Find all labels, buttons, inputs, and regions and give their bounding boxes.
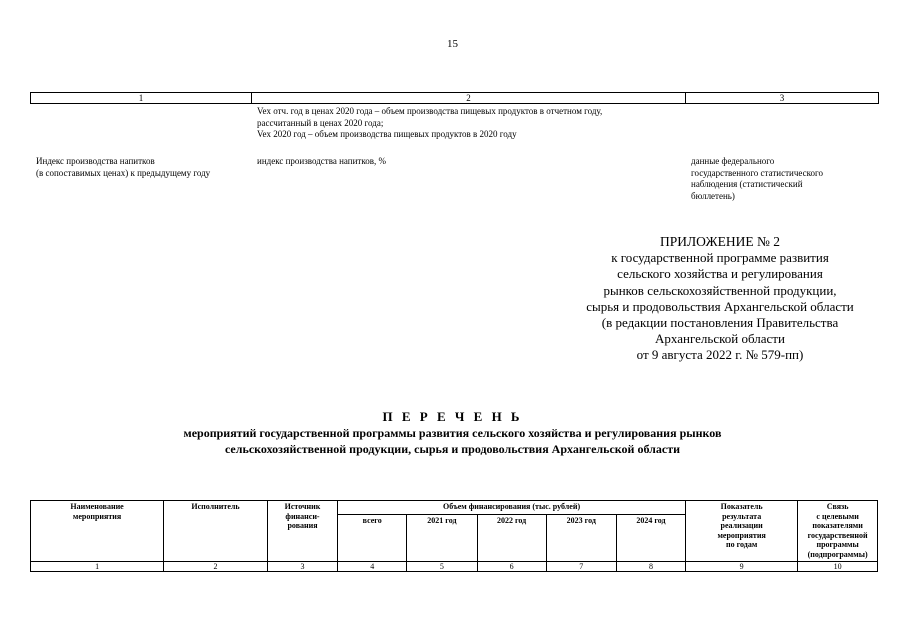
appendix-title: ПРИЛОЖЕНИЕ № 2 [659, 234, 781, 249]
column-number: 4 [338, 562, 407, 572]
header-funding-source [267, 501, 337, 562]
column-number: 8 [616, 562, 685, 572]
appendix-line: сельского хозяйства и регулирования [617, 266, 823, 282]
header-executor [164, 501, 268, 562]
heading-subtitle-line: сельскохозяйственной продукции, сырья и продовольствия Архангельской области [224, 442, 681, 456]
header-line: по годам [725, 540, 758, 549]
indicator-name [36, 156, 251, 179]
column-number: 1 [31, 562, 164, 572]
column-number-3: 3 [686, 93, 879, 104]
header-year-2022: 2022 год [477, 515, 546, 562]
header-result-indicator [686, 501, 798, 562]
formula-line: рассчитанный в ценах 2020 года; [257, 117, 384, 128]
indicator-name-line: Индекс производства напитков [36, 156, 155, 166]
column-number: 2 [164, 562, 268, 572]
header-line: с целевыми [816, 511, 859, 521]
header-line: государственной [807, 530, 868, 540]
column-number: 5 [407, 562, 477, 572]
header-line: финанси- [285, 511, 320, 521]
column-number: 7 [546, 562, 616, 572]
header-line: мероприятия [72, 511, 122, 521]
indicator-name-line: (в сопоставимых ценах) к предыдущему году [36, 167, 211, 178]
column-number: 3 [267, 562, 337, 572]
header-funding-volume: Объем финансирования (тыс. рублей) [338, 501, 686, 515]
document-heading [40, 408, 865, 457]
header-total: всего [338, 515, 407, 562]
header-line: Показатель [720, 502, 763, 511]
column-number-2: 2 [252, 93, 686, 104]
formula-explanation [257, 106, 697, 141]
measures-table [30, 500, 878, 572]
appendix-line: к государственной программе развития [611, 250, 829, 266]
appendix-block [540, 234, 900, 364]
header-line: Наименование [70, 502, 124, 511]
header-line: Источник [284, 502, 321, 511]
indicator-definition: индекс производства напитков, % [257, 156, 387, 166]
header-line: Исполнитель [191, 502, 240, 511]
column-number: 10 [798, 562, 878, 572]
column-number-1: 1 [31, 93, 252, 104]
header-year-2023: 2023 год [546, 515, 616, 562]
indicator-source-line: наблюдения (статистический [691, 179, 803, 189]
continuation-table-header [30, 92, 879, 104]
heading-title: П Е Р Е Ч Е Н Ь [382, 409, 523, 424]
header-line: показателями [812, 521, 863, 530]
column-number: 9 [686, 562, 798, 572]
appendix-line: рынков сельскохозяйственной продукции, [603, 282, 837, 298]
header-year-2024: 2024 год [616, 515, 685, 562]
formula-line: Vex 2020 год – объем производства пищевых продуктов в 2020 году [257, 129, 517, 139]
column-number: 6 [477, 562, 546, 572]
indicator-source-line: данные федерального [691, 156, 775, 166]
header-target-link [798, 501, 878, 562]
appendix-line: (в редакции постановления Правительства [601, 315, 839, 331]
header-line: (подпрограммы) [807, 549, 868, 559]
header-line: мероприятия [717, 530, 766, 540]
indicator-source-line: бюллетень) [691, 190, 735, 201]
indicator-source-line: государственного статистического [691, 167, 823, 178]
header-line: рования [287, 521, 318, 530]
header-line: результата [722, 511, 762, 521]
header-year-2021: 2021 год [407, 515, 477, 562]
appendix-line: Архангельской области [655, 331, 785, 347]
header-measure-name [31, 501, 164, 562]
indicator-source [691, 156, 871, 202]
header-line: реализации [720, 521, 763, 530]
header-line: программы [816, 540, 859, 549]
appendix-line: сырья и продовольствия Архангельской области [586, 298, 854, 314]
header-line: Связь [826, 502, 849, 511]
formula-line: Vex отч. год в ценах 2020 года – объем производства пищевых продуктов в отчетном году, [257, 106, 603, 116]
heading-subtitle-line: мероприятий государственной программы развития сельского хозяйства и регулирования рынков [183, 426, 722, 440]
page-number: 15 [447, 38, 458, 50]
appendix-line: от 9 августа 2022 г. № 579-пп) [636, 347, 804, 363]
